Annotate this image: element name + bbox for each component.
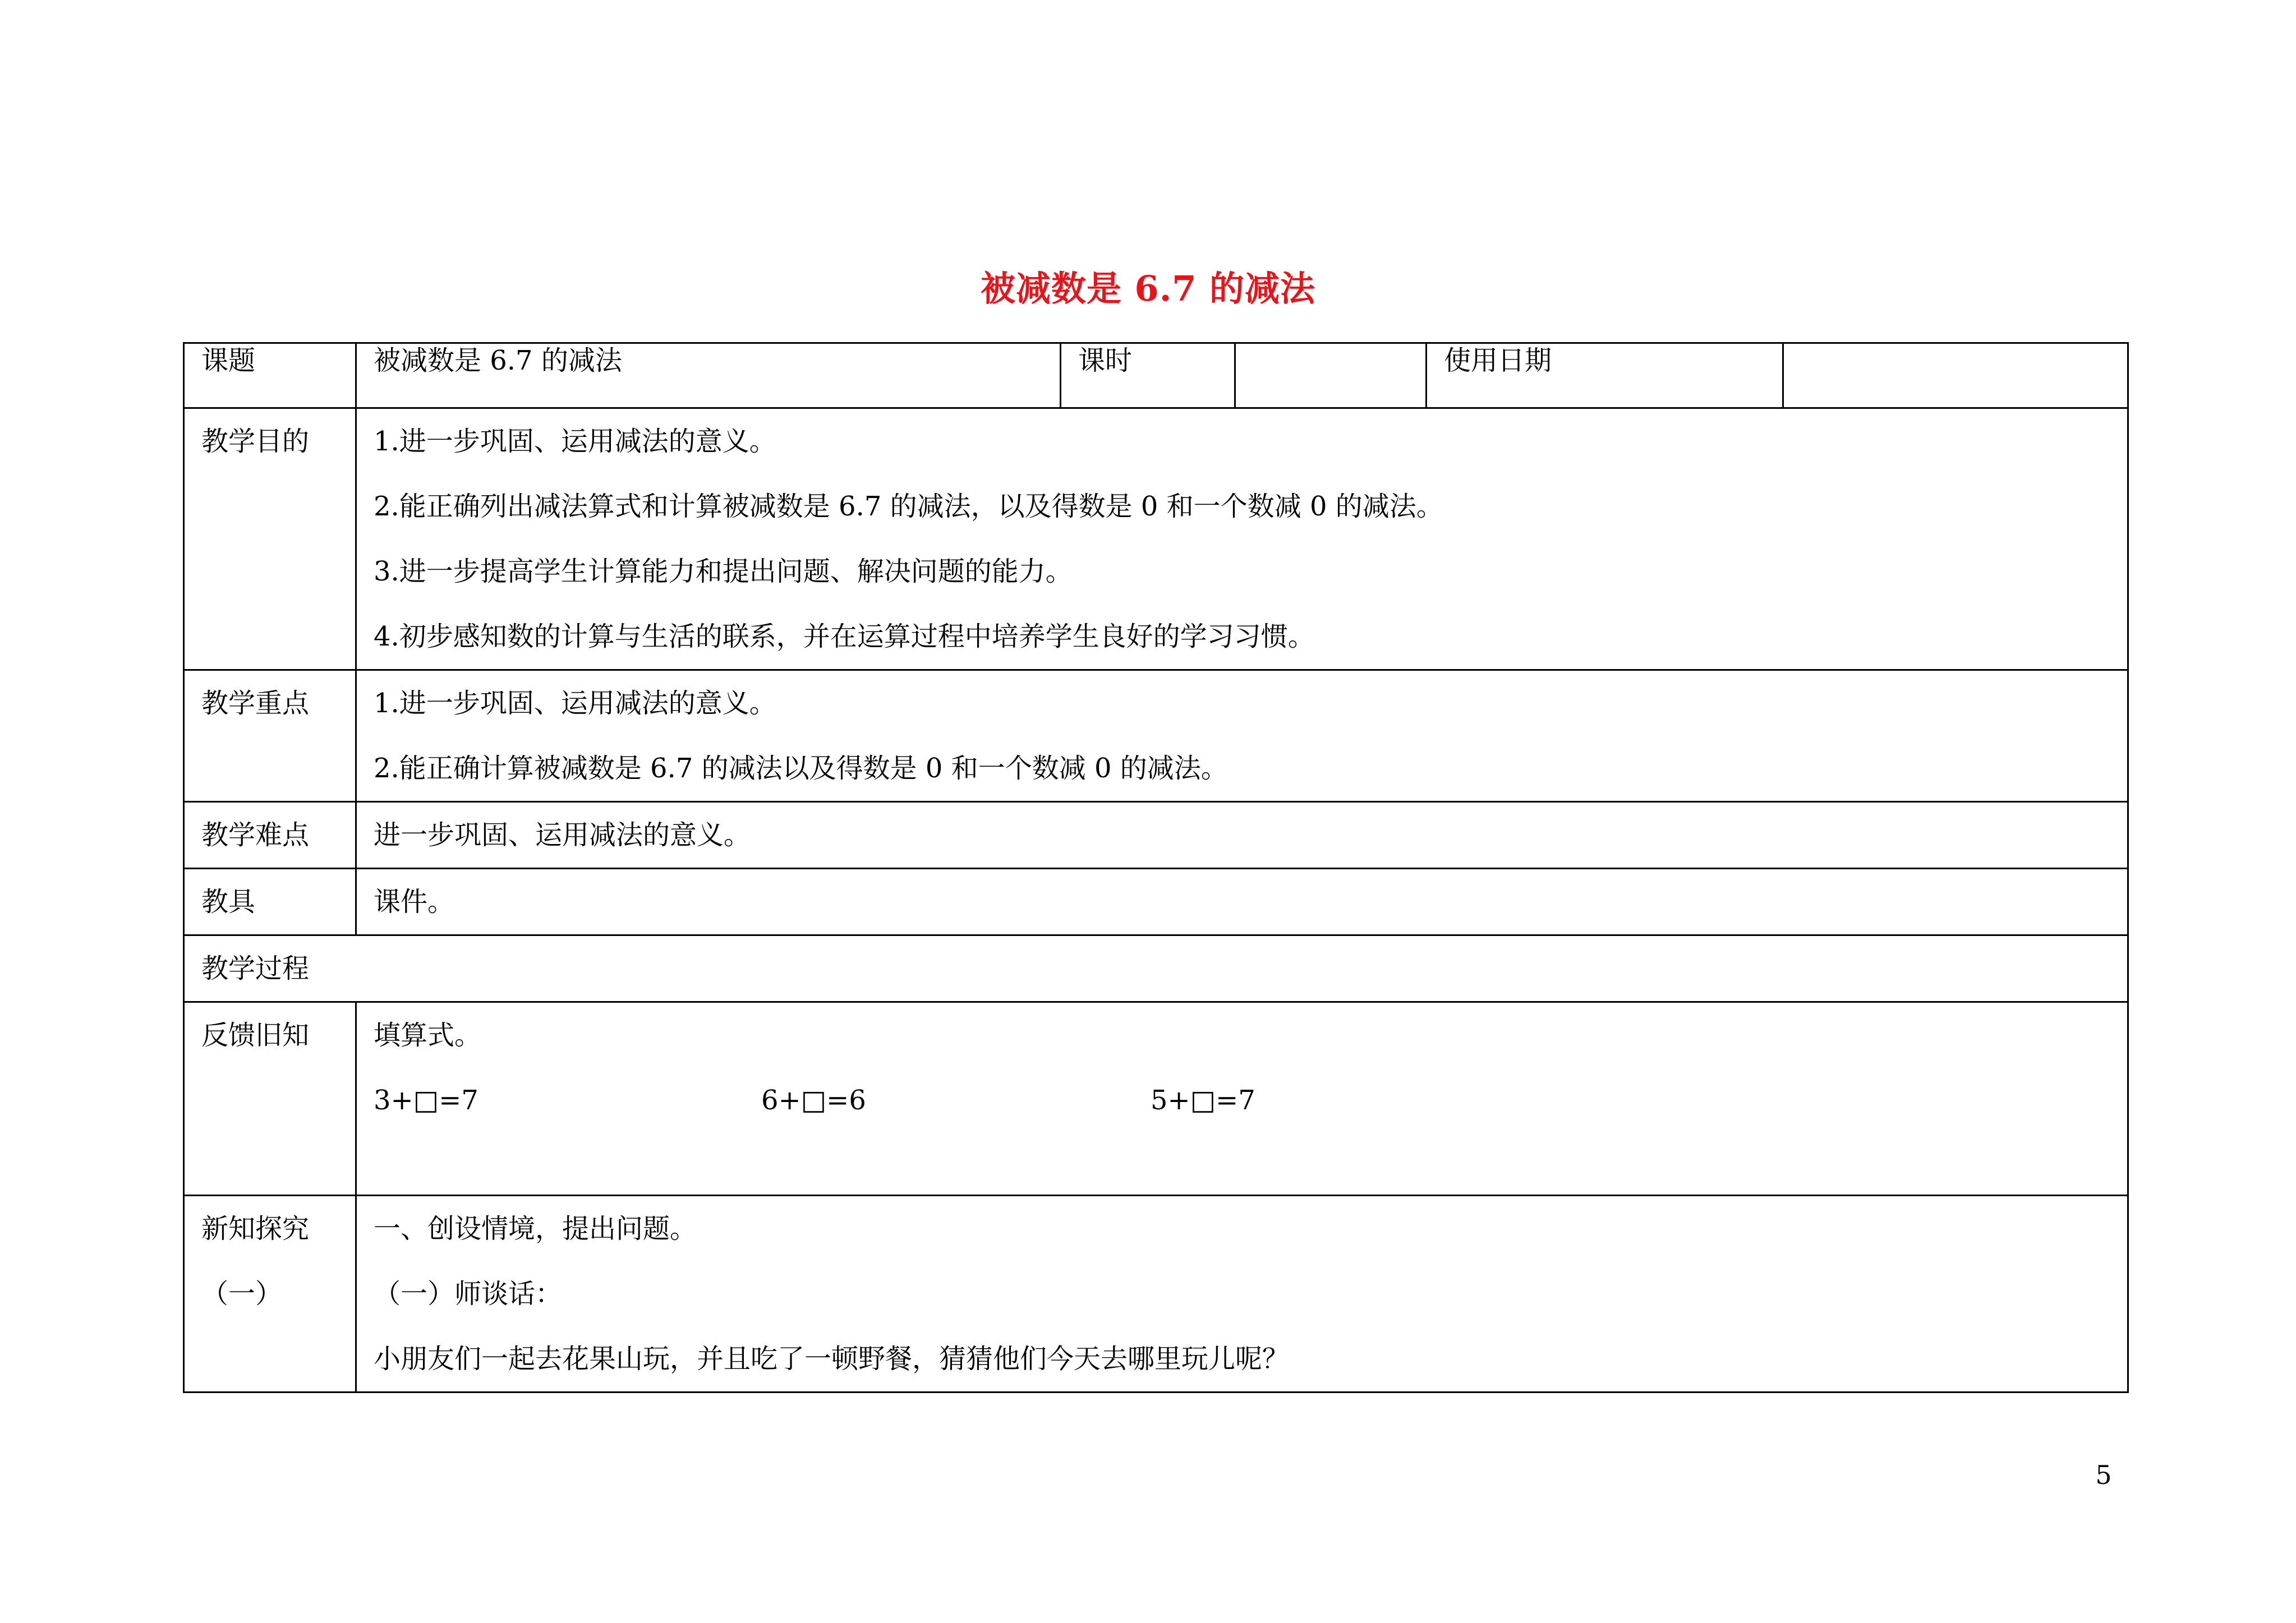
key-point-item: 1.进一步巩固、运用减法的意义。 [374,688,776,719]
prior-knowledge-row [184,1002,2128,1196]
prior-knowledge-label: 反馈旧知 [201,1020,310,1051]
difficulties-label: 教学难点 [201,819,310,851]
tools-content-cell [356,869,2128,935]
process-row [184,935,2128,1002]
difficulties-content-cell [356,802,2128,869]
goal-item: 3.进一步提高学生计算能力和提出问题、解决问题的能力。 [374,556,1073,587]
new-knowledge-label-cell [184,1196,356,1393]
difficulties-row [184,802,2128,869]
goal-item: 1.进一步巩固、运用减法的意义。 [374,426,776,457]
new-knowledge-label: 新知探究 [201,1213,310,1244]
new-knowledge-content-cell [356,1196,2128,1393]
date-value [1783,343,2128,408]
period-label: 课时 [1061,343,1235,408]
goals-row [184,408,2128,670]
tools-label: 教具 [201,886,256,917]
process-cell [184,935,2128,1002]
goals-content-cell [356,408,2128,670]
prior-knowledge-content-cell [356,1002,2128,1196]
new-knowledge-line: 小朋友们一起去花果山玩，并且吃了一顿野餐，猜猜他们今天去哪里玩儿呢？ [374,1343,1290,1375]
tools-label-cell [184,869,356,935]
equations-line [374,1068,2127,1133]
equation: 3+□=7 [374,1085,478,1116]
key-points-label-cell [184,670,356,802]
lesson-plan-table [183,342,2129,1393]
goal-item: 4.初步感知数的计算与生活的联系，并在运算过程中培养学生良好的学习习惯。 [374,621,1315,652]
difficulties-value: 进一步巩固、运用减法的意义。 [374,819,751,851]
new-knowledge-row [184,1196,2128,1393]
new-knowledge-line: 一、创设情境，提出问题。 [374,1213,697,1244]
topic-label: 课题 [184,343,356,408]
goals-label-cell [184,408,356,670]
document-title: 被减数是 6.7 的减法 [980,268,1316,309]
equation: 5+□=7 [1151,1085,1255,1116]
tools-row [184,869,2128,935]
process-label: 教学过程 [201,953,310,984]
key-points-content-cell [356,670,2128,802]
prior-knowledge-label-cell [184,1002,356,1196]
key-point-item: 2.能正确计算被减数是 6.7 的减法以及得数是 0 和一个数减 0 的减法。 [374,753,1228,784]
header-row [184,343,2128,408]
period-value [1235,343,1427,408]
topic-value: 被减数是 6.7 的减法 [356,343,1061,408]
equation: 6+□=6 [761,1085,866,1116]
goal-item: 2.能正确列出减法算式和计算被减数是 6.7 的减法，以及得数是 0 和一个数减 0 的减法。 [374,491,1443,522]
key-points-row [184,670,2128,802]
new-knowledge-line: （一）师谈话： [374,1278,563,1310]
date-label: 使用日期 [1427,343,1783,408]
key-points-label: 教学重点 [201,688,310,719]
difficulties-label-cell [184,802,356,869]
page-number: 5 [2095,1460,2112,1490]
tools-value: 课件。 [374,886,455,917]
prior-knowledge-instruction: 填算式。 [374,1020,482,1051]
new-knowledge-sublabel: （一） [201,1278,283,1310]
goals-label: 教学目的 [201,426,310,457]
